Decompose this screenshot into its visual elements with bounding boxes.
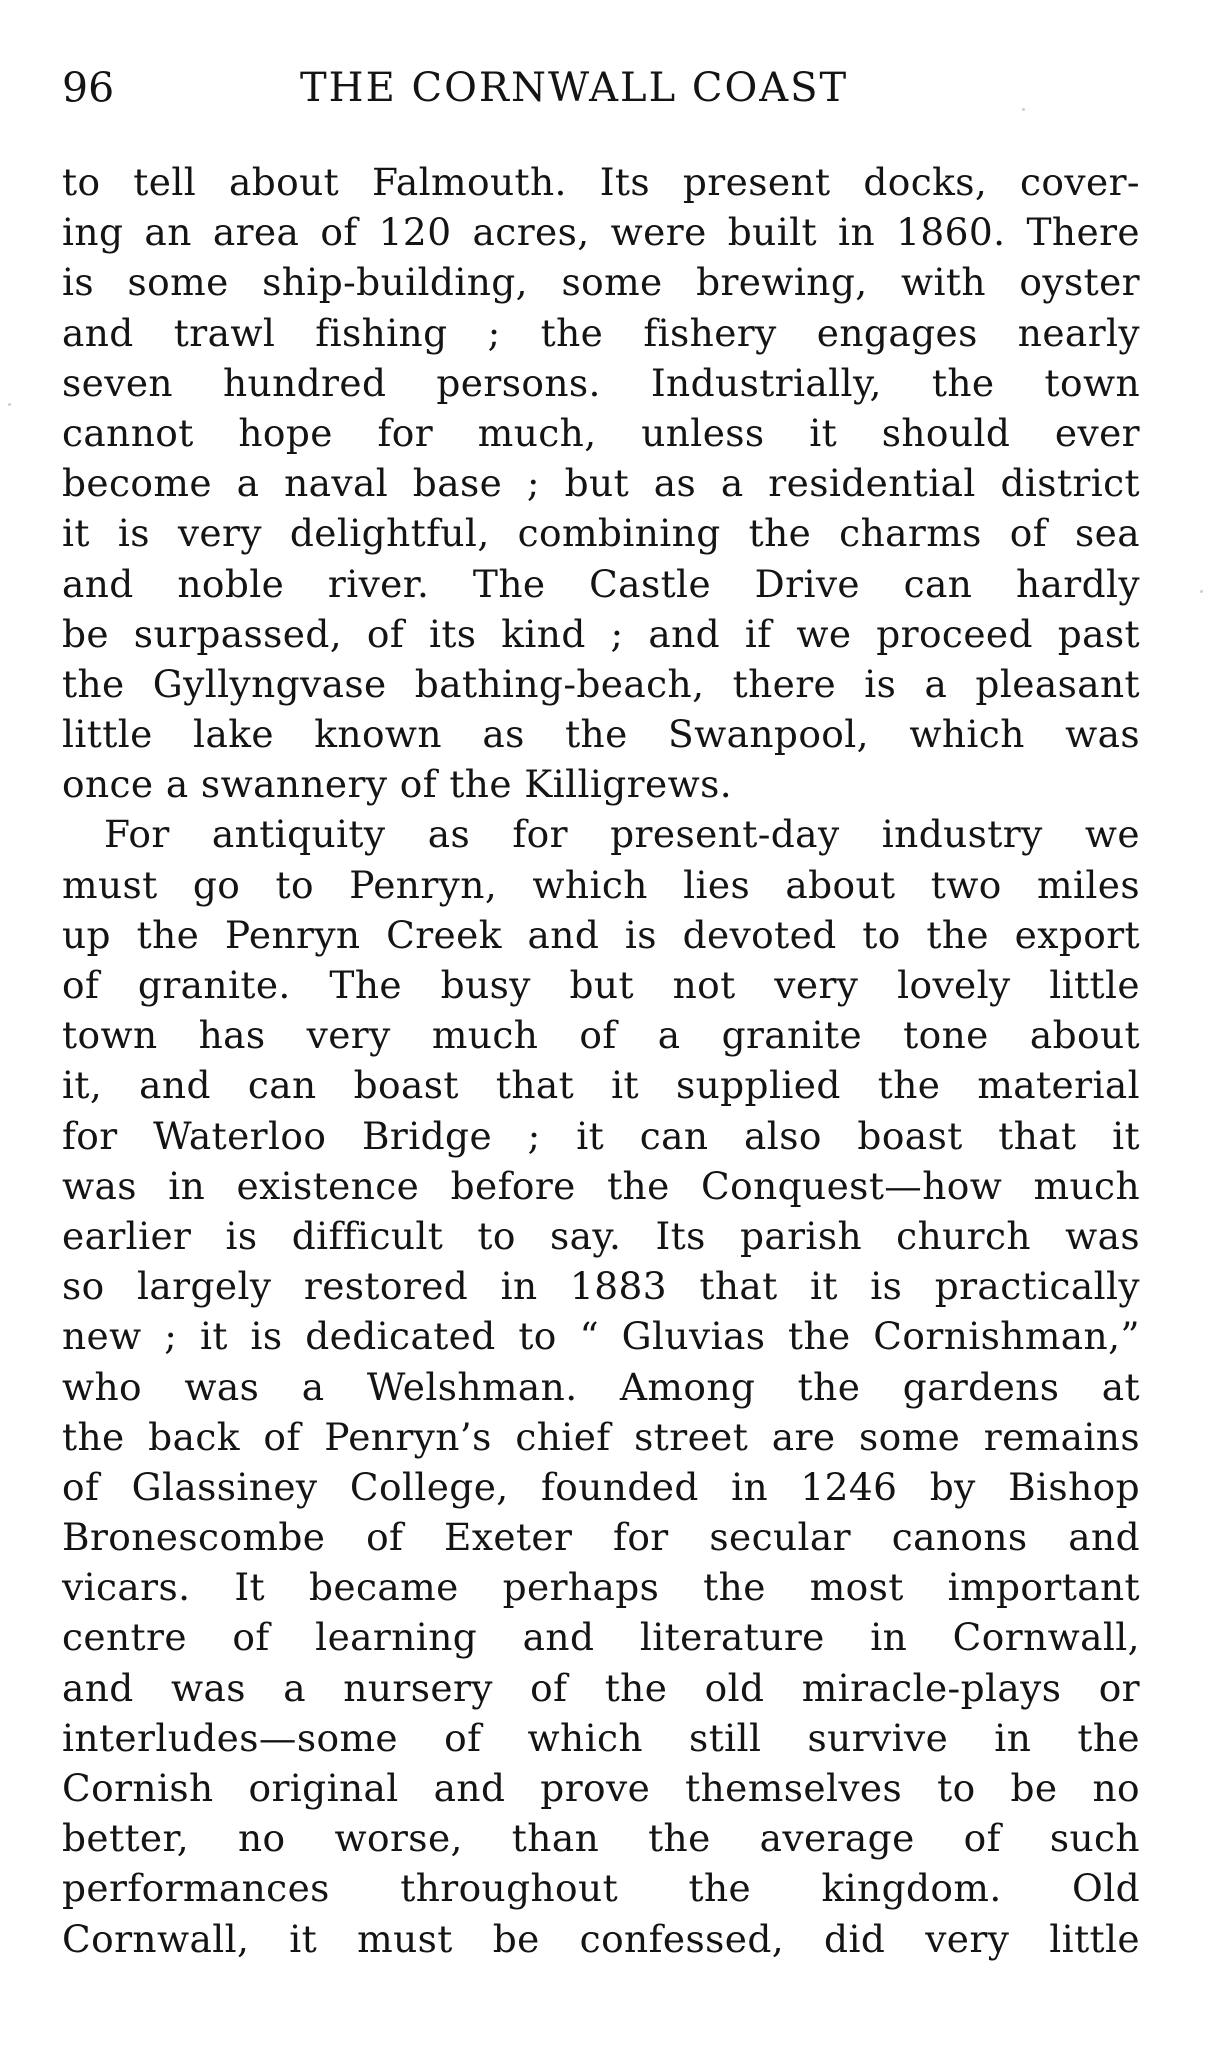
text-line: performances throughout the kingdom. Old xyxy=(62,1866,1140,1911)
text-line: it, and can boast that it supplied the material xyxy=(62,1063,1140,1108)
text-line: the Gyllyngvase bathing-beach, there is a pleasant xyxy=(62,661,1140,706)
text-line: who was a Welshman. Among the gardens at xyxy=(62,1364,1140,1409)
page-number: 96 xyxy=(62,64,115,112)
text-line: of granite. The busy but not very lovely little xyxy=(62,963,1140,1007)
body-text xyxy=(62,157,1140,1964)
text-line: of Glassiney College, founded in 1246 by Bishop xyxy=(62,1464,1140,1509)
text-line: centre of learning and literature in Cornwall, xyxy=(62,1615,1140,1660)
paper-speck xyxy=(1022,108,1025,111)
text-line: earlier is difficult to say. Its parish church was xyxy=(62,1213,1140,1258)
text-line: Cornish original and prove themselves to be no xyxy=(62,1766,1140,1810)
running-title: THE CORNWALL COAST xyxy=(300,65,849,111)
text-line: be surpassed, of its kind ; and if we proceed past xyxy=(62,611,1140,656)
running-head xyxy=(62,58,1140,118)
text-line: become a naval base ; but as a residential district xyxy=(62,461,1140,506)
text-line: it is very delightful, combining the charms of sea xyxy=(62,511,1140,556)
text-line: for Waterloo Bridge ; it can also boast that it xyxy=(62,1113,1140,1158)
text-line: ing an area of 120 acres, were built in 1860. There xyxy=(62,210,1140,255)
text-line: For antiquity as for present-day industry we xyxy=(104,812,1140,857)
text-line: seven hundred persons. Industrially, the town xyxy=(62,360,1140,405)
text-line: new ; it is dedicated to “ Gluvias the Cornishman,” xyxy=(62,1314,1140,1359)
paper-speck xyxy=(1200,590,1203,593)
text-line: cannot hope for much, unless it should ever xyxy=(62,410,1140,455)
text-line: once a swannery of the Killigrews. xyxy=(62,762,733,807)
text-line: and noble river. The Castle Drive can hardly xyxy=(62,561,1140,606)
text-line: is some ship-building, some brewing, with oyster xyxy=(62,260,1140,305)
text-line: Cornwall, it must be confessed, did very little xyxy=(62,1916,1140,1961)
text-line: interludes—some of which still survive in the xyxy=(62,1715,1140,1760)
text-line: the back of Penryn’s chief street are some remains xyxy=(62,1414,1140,1459)
text-line: to tell about Falmouth. Its present docks, cover- xyxy=(62,160,1140,204)
text-line: town has very much of a granite tone about xyxy=(62,1013,1140,1058)
text-line: better, no worse, than the average of such xyxy=(62,1816,1140,1861)
text-line: and was a nursery of the old miracle-plays or xyxy=(62,1665,1140,1710)
paper-speck xyxy=(8,403,11,406)
text-line: up the Penryn Creek and is devoted to the export xyxy=(62,912,1140,957)
text-line: little lake known as the Swanpool, which was xyxy=(62,712,1140,757)
text-line: vicars. It became perhaps the most important xyxy=(62,1565,1140,1610)
text-line: was in existence before the Conquest—how much xyxy=(62,1163,1140,1208)
text-line: and trawl fishing ; the fishery engages nearly xyxy=(62,310,1140,355)
text-line: so largely restored in 1883 that it is practically xyxy=(62,1264,1140,1309)
text-line: Bronescombe of Exeter for secular canons and xyxy=(62,1515,1140,1560)
text-line: must go to Penryn, which lies about two miles xyxy=(62,862,1140,907)
